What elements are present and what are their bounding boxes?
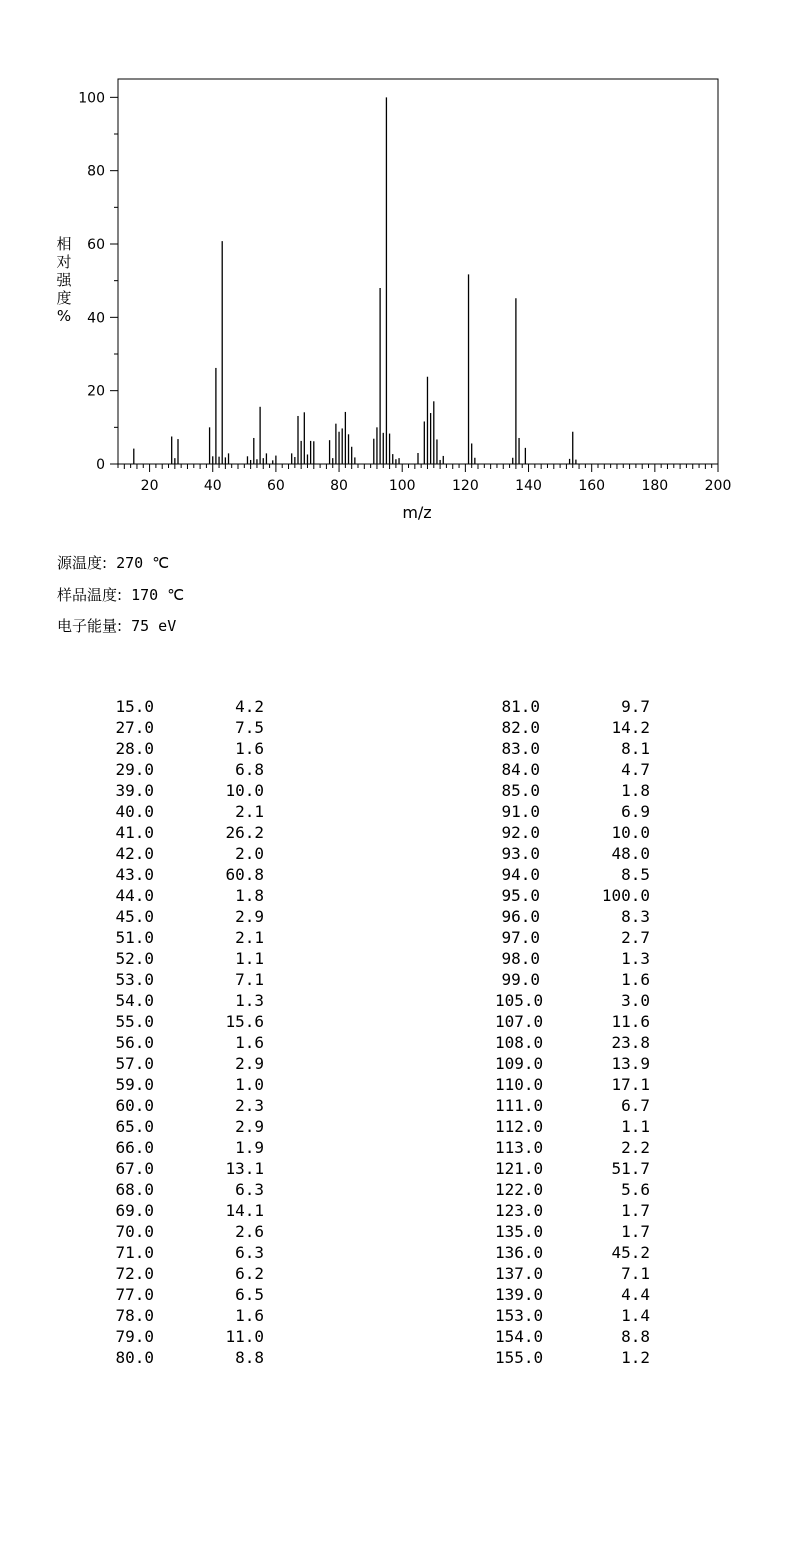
mz-cell: 66.0 bbox=[115, 1138, 154, 1157]
sample-temperature-label: 样品温度: bbox=[57, 586, 123, 604]
table-row bbox=[495, 1158, 650, 1179]
x-tick-label: 40 bbox=[203, 478, 222, 494]
table-row bbox=[495, 801, 650, 822]
sample-temperature bbox=[57, 584, 184, 605]
mz-cell: 139.0 bbox=[495, 1285, 544, 1304]
source-temperature-value: 270 ℃ bbox=[116, 554, 170, 572]
intensity-cell: 1.6 bbox=[235, 1033, 264, 1052]
mz-cell: 110.0 bbox=[495, 1075, 544, 1094]
intensity-cell: 1.0 bbox=[235, 1075, 264, 1094]
table-row bbox=[495, 1200, 650, 1221]
mz-cell: 71.0 bbox=[115, 1243, 154, 1262]
table-row bbox=[109, 843, 264, 864]
mz-cell: 60.0 bbox=[115, 1096, 154, 1115]
table-row bbox=[495, 717, 650, 738]
intensity-cell: 2.1 bbox=[235, 802, 264, 821]
mz-cell: 70.0 bbox=[115, 1222, 154, 1241]
y-label-char: % bbox=[56, 307, 72, 325]
mz-cell: 92.0 bbox=[501, 823, 540, 842]
table-row bbox=[109, 1116, 264, 1137]
table-row bbox=[495, 885, 650, 906]
table-row bbox=[109, 1200, 264, 1221]
intensity-cell: 13.1 bbox=[225, 1159, 264, 1178]
intensity-cell: 6.8 bbox=[235, 760, 264, 779]
y-tick-label: 40 bbox=[87, 310, 105, 327]
intensity-cell: 1.3 bbox=[621, 949, 650, 968]
intensity-cell: 2.2 bbox=[621, 1138, 650, 1157]
mz-cell: 121.0 bbox=[495, 1159, 544, 1178]
mz-cell: 95.0 bbox=[501, 886, 540, 905]
table-row bbox=[495, 1074, 650, 1095]
intensity-cell: 100.0 bbox=[601, 886, 650, 905]
table-row bbox=[495, 1347, 650, 1368]
mz-cell: 53.0 bbox=[115, 970, 154, 989]
table-row bbox=[109, 801, 264, 822]
mz-cell: 43.0 bbox=[115, 865, 154, 884]
intensity-cell: 4.7 bbox=[621, 760, 650, 779]
x-tick-label: 200 bbox=[704, 478, 732, 494]
intensity-cell: 8.8 bbox=[235, 1348, 264, 1367]
mz-cell: 15.0 bbox=[115, 697, 154, 716]
table-row bbox=[109, 1158, 264, 1179]
table-row bbox=[109, 948, 264, 969]
intensity-cell: 48.0 bbox=[611, 844, 650, 863]
table-row bbox=[109, 759, 264, 780]
table-row bbox=[109, 885, 264, 906]
mz-cell: 29.0 bbox=[115, 760, 154, 779]
table-row bbox=[495, 1284, 650, 1305]
mz-cell: 44.0 bbox=[115, 886, 154, 905]
intensity-cell: 15.6 bbox=[225, 1012, 264, 1031]
intensity-cell: 60.8 bbox=[225, 865, 264, 884]
intensity-cell: 4.2 bbox=[235, 697, 264, 716]
mz-cell: 45.0 bbox=[115, 907, 154, 926]
x-tick-label: 120 bbox=[452, 478, 479, 494]
table-row bbox=[495, 1326, 650, 1347]
table-row bbox=[109, 696, 264, 717]
mz-cell: 56.0 bbox=[115, 1033, 154, 1052]
table-row bbox=[495, 864, 650, 885]
mz-cell: 72.0 bbox=[115, 1264, 154, 1283]
intensity-cell: 1.7 bbox=[621, 1201, 650, 1220]
table-row bbox=[109, 969, 264, 990]
intensity-cell: 1.4 bbox=[621, 1306, 650, 1325]
table-row bbox=[495, 1221, 650, 1242]
mz-cell: 28.0 bbox=[115, 739, 154, 758]
intensity-cell: 1.8 bbox=[621, 781, 650, 800]
table-row bbox=[109, 927, 264, 948]
intensity-cell: 7.1 bbox=[621, 1264, 650, 1283]
table-row bbox=[495, 759, 650, 780]
intensity-cell: 6.2 bbox=[235, 1264, 264, 1283]
table-row bbox=[495, 843, 650, 864]
intensity-cell: 6.3 bbox=[235, 1180, 264, 1199]
table-row bbox=[109, 1221, 264, 1242]
table-row bbox=[495, 1242, 650, 1263]
intensity-cell: 1.8 bbox=[235, 886, 264, 905]
table-row bbox=[495, 927, 650, 948]
table-row bbox=[495, 1305, 650, 1326]
x-tick-label: 20 bbox=[140, 478, 159, 494]
intensity-cell: 1.7 bbox=[621, 1222, 650, 1241]
mz-cell: 40.0 bbox=[115, 802, 154, 821]
y-tick-label: 80 bbox=[87, 163, 105, 180]
peak-bars bbox=[134, 97, 576, 464]
y-label-char: 相 bbox=[56, 235, 72, 253]
intensity-cell: 2.6 bbox=[235, 1222, 264, 1241]
intensity-cell: 1.2 bbox=[621, 1348, 650, 1367]
mz-cell: 84.0 bbox=[501, 760, 540, 779]
mz-cell: 99.0 bbox=[501, 970, 540, 989]
table-row bbox=[495, 1179, 650, 1200]
mz-cell: 67.0 bbox=[115, 1159, 154, 1178]
table-row bbox=[495, 969, 650, 990]
mz-cell: 27.0 bbox=[115, 718, 154, 737]
mz-cell: 42.0 bbox=[115, 844, 154, 863]
table-row bbox=[109, 864, 264, 885]
mz-cell: 123.0 bbox=[495, 1201, 544, 1220]
intensity-cell: 8.5 bbox=[621, 865, 650, 884]
mz-cell: 91.0 bbox=[501, 802, 540, 821]
intensity-cell: 7.1 bbox=[235, 970, 264, 989]
table-row bbox=[495, 1137, 650, 1158]
intensity-cell: 1.9 bbox=[235, 1138, 264, 1157]
table-row bbox=[109, 738, 264, 759]
mz-cell: 112.0 bbox=[495, 1117, 544, 1136]
mz-cell: 82.0 bbox=[501, 718, 540, 737]
mz-cell: 97.0 bbox=[501, 928, 540, 947]
mz-cell: 81.0 bbox=[501, 697, 540, 716]
table-row bbox=[109, 1242, 264, 1263]
intensity-cell: 1.1 bbox=[235, 949, 264, 968]
table-row bbox=[109, 1263, 264, 1284]
mz-cell: 108.0 bbox=[495, 1033, 544, 1052]
table-row bbox=[109, 1032, 264, 1053]
peak-table-left bbox=[109, 696, 264, 1368]
table-row bbox=[495, 780, 650, 801]
x-tick-label: 160 bbox=[578, 478, 606, 494]
sample-temperature-value: 170 ℃ bbox=[131, 586, 185, 604]
mz-cell: 69.0 bbox=[115, 1201, 154, 1220]
intensity-cell: 11.0 bbox=[225, 1327, 264, 1346]
table-row bbox=[495, 1032, 650, 1053]
y-tick-label: 0 bbox=[96, 457, 105, 473]
intensity-cell: 51.7 bbox=[611, 1159, 650, 1178]
mz-cell: 93.0 bbox=[501, 844, 540, 863]
mz-cell: 57.0 bbox=[115, 1054, 154, 1073]
table-row bbox=[109, 1179, 264, 1200]
mz-cell: 41.0 bbox=[115, 823, 154, 842]
table-row bbox=[495, 738, 650, 759]
peak-table-right bbox=[495, 696, 650, 1368]
intensity-cell: 14.1 bbox=[225, 1201, 264, 1220]
intensity-cell: 6.3 bbox=[235, 1243, 264, 1262]
mz-cell: 105.0 bbox=[495, 991, 544, 1010]
mz-cell: 52.0 bbox=[115, 949, 154, 968]
intensity-cell: 9.7 bbox=[621, 697, 650, 716]
x-axis bbox=[118, 464, 731, 494]
mz-cell: 113.0 bbox=[495, 1138, 544, 1157]
intensity-cell: 26.2 bbox=[225, 823, 264, 842]
mz-cell: 68.0 bbox=[115, 1180, 154, 1199]
table-row bbox=[109, 1347, 264, 1368]
intensity-cell: 1.6 bbox=[621, 970, 650, 989]
intensity-cell: 8.3 bbox=[621, 907, 650, 926]
mass-spectrum-chart bbox=[0, 0, 794, 530]
y-label-char: 对 bbox=[56, 253, 72, 271]
x-tick-label: 100 bbox=[388, 478, 416, 494]
table-row bbox=[109, 1326, 264, 1347]
mz-cell: 77.0 bbox=[115, 1285, 154, 1304]
table-row bbox=[109, 1053, 264, 1074]
table-row bbox=[495, 1095, 650, 1116]
y-label-char: 度 bbox=[56, 289, 72, 307]
table-row bbox=[109, 906, 264, 927]
table-row bbox=[109, 822, 264, 843]
table-row bbox=[109, 1284, 264, 1305]
intensity-cell: 1.6 bbox=[235, 1306, 264, 1325]
intensity-cell: 2.7 bbox=[621, 928, 650, 947]
intensity-cell: 17.1 bbox=[611, 1075, 650, 1094]
table-row bbox=[109, 1137, 264, 1158]
y-axis bbox=[78, 90, 118, 473]
mz-cell: 79.0 bbox=[115, 1327, 154, 1346]
mz-cell: 65.0 bbox=[115, 1117, 154, 1136]
table-row bbox=[109, 1074, 264, 1095]
table-row bbox=[495, 948, 650, 969]
mz-cell: 96.0 bbox=[501, 907, 540, 926]
mz-cell: 83.0 bbox=[501, 739, 540, 758]
source-temperature bbox=[57, 552, 169, 573]
intensity-cell: 2.9 bbox=[235, 1117, 264, 1136]
table-row bbox=[495, 822, 650, 843]
intensity-cell: 13.9 bbox=[611, 1054, 650, 1073]
intensity-cell: 2.0 bbox=[235, 844, 264, 863]
intensity-cell: 2.9 bbox=[235, 907, 264, 926]
mz-cell: 153.0 bbox=[495, 1306, 544, 1325]
intensity-cell: 1.6 bbox=[235, 739, 264, 758]
intensity-cell: 7.5 bbox=[235, 718, 264, 737]
y-tick-label: 20 bbox=[87, 383, 105, 400]
intensity-cell: 8.8 bbox=[621, 1327, 650, 1346]
intensity-cell: 1.1 bbox=[621, 1117, 650, 1136]
mz-cell: 94.0 bbox=[501, 865, 540, 884]
intensity-cell: 2.9 bbox=[235, 1054, 264, 1073]
table-row bbox=[495, 1116, 650, 1137]
mz-cell: 155.0 bbox=[495, 1348, 544, 1367]
table-row bbox=[495, 1053, 650, 1074]
x-tick-label: 140 bbox=[515, 478, 542, 494]
intensity-cell: 6.7 bbox=[621, 1096, 650, 1115]
intensity-cell: 11.6 bbox=[611, 1012, 650, 1031]
x-tick-label: 180 bbox=[641, 478, 669, 494]
electron-energy-label: 电子能量: bbox=[57, 617, 123, 635]
mz-cell: 59.0 bbox=[115, 1075, 154, 1094]
mz-cell: 54.0 bbox=[115, 991, 154, 1010]
y-axis-label bbox=[56, 235, 72, 325]
intensity-cell: 2.1 bbox=[235, 928, 264, 947]
table-row bbox=[109, 780, 264, 801]
y-tick-label: 60 bbox=[87, 237, 105, 253]
table-row bbox=[109, 1305, 264, 1326]
mz-cell: 154.0 bbox=[495, 1327, 544, 1346]
table-row bbox=[109, 990, 264, 1011]
intensity-cell: 6.5 bbox=[235, 1285, 264, 1304]
table-row bbox=[109, 1011, 264, 1032]
table-row bbox=[109, 1095, 264, 1116]
mz-cell: 98.0 bbox=[501, 949, 540, 968]
intensity-cell: 4.4 bbox=[621, 1285, 650, 1304]
intensity-cell: 8.1 bbox=[621, 739, 650, 758]
intensity-cell: 14.2 bbox=[611, 718, 650, 737]
table-row bbox=[495, 906, 650, 927]
mz-cell: 85.0 bbox=[501, 781, 540, 800]
table-row bbox=[495, 1263, 650, 1284]
table-row bbox=[495, 990, 650, 1011]
y-tick-label: 100 bbox=[78, 90, 105, 107]
electron-energy-value: 75 eV bbox=[131, 617, 177, 635]
electron-energy bbox=[57, 615, 176, 636]
intensity-cell: 10.0 bbox=[225, 781, 264, 800]
mz-cell: 109.0 bbox=[495, 1054, 544, 1073]
table-row bbox=[109, 717, 264, 738]
mz-cell: 136.0 bbox=[495, 1243, 544, 1262]
intensity-cell: 1.3 bbox=[235, 991, 264, 1010]
mz-cell: 135.0 bbox=[495, 1222, 544, 1241]
mz-cell: 39.0 bbox=[115, 781, 154, 800]
table-row bbox=[495, 696, 650, 717]
intensity-cell: 3.0 bbox=[621, 991, 650, 1010]
intensity-cell: 10.0 bbox=[611, 823, 650, 842]
mz-cell: 55.0 bbox=[115, 1012, 154, 1031]
x-tick-label: 60 bbox=[266, 478, 285, 494]
mz-cell: 51.0 bbox=[115, 928, 154, 947]
source-temperature-label: 源温度: bbox=[57, 554, 108, 572]
x-tick-label: 80 bbox=[330, 478, 348, 494]
table-row bbox=[495, 1011, 650, 1032]
intensity-cell: 45.2 bbox=[611, 1243, 650, 1262]
plot-frame bbox=[118, 79, 718, 464]
mz-cell: 111.0 bbox=[495, 1096, 544, 1115]
intensity-cell: 6.9 bbox=[621, 802, 650, 821]
mz-cell: 137.0 bbox=[495, 1264, 544, 1283]
x-axis-label: m/z bbox=[402, 503, 432, 522]
mz-cell: 122.0 bbox=[495, 1180, 544, 1199]
y-label-char: 强 bbox=[56, 271, 72, 289]
intensity-cell: 2.3 bbox=[235, 1096, 264, 1115]
mz-cell: 107.0 bbox=[495, 1012, 544, 1031]
mz-cell: 78.0 bbox=[115, 1306, 154, 1325]
mz-cell: 80.0 bbox=[115, 1348, 154, 1367]
intensity-cell: 23.8 bbox=[611, 1033, 650, 1052]
intensity-cell: 5.6 bbox=[621, 1180, 650, 1199]
